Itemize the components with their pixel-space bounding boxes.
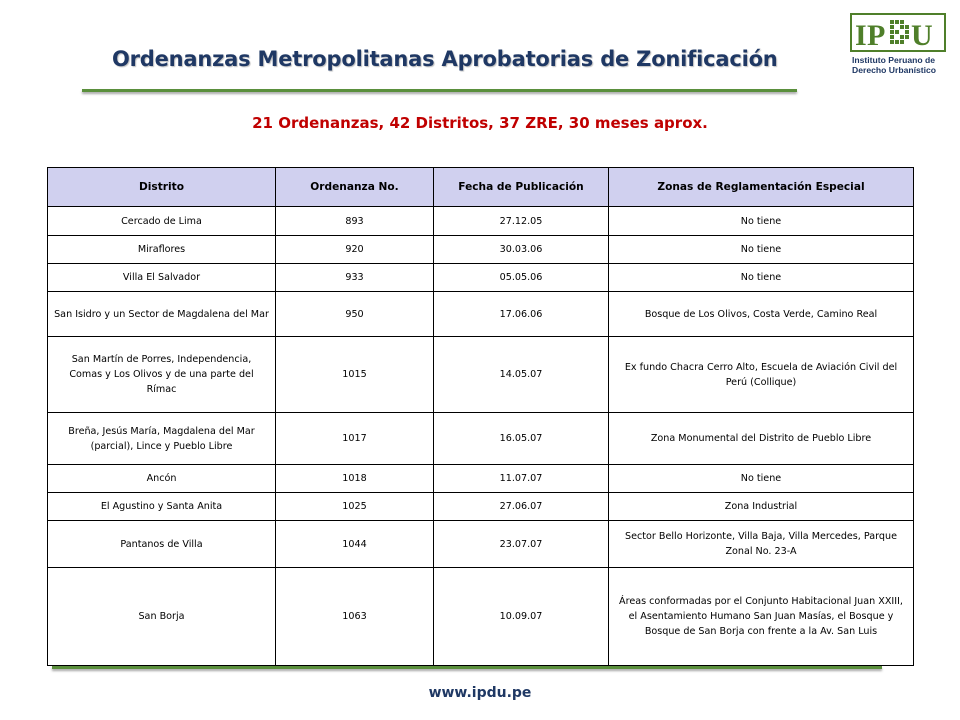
svg-text:U: U bbox=[911, 19, 933, 52]
slide-title: Ordenanzas Metropolitanas Aprobatorias de Zonificación bbox=[112, 47, 778, 71]
table-row bbox=[48, 521, 914, 568]
cell-fecha: 10.09.07 bbox=[434, 568, 609, 666]
cell-ordenanza: 920 bbox=[276, 236, 434, 264]
cell-distrito: Breña, Jesús María, Magdalena del Mar (parcial), Lince y Pueblo Libre bbox=[48, 413, 276, 465]
cell-fecha: 14.05.07 bbox=[434, 337, 609, 413]
svg-text:I: I bbox=[855, 19, 867, 52]
cell-ordenanza: 893 bbox=[276, 207, 434, 236]
summary-subtitle: 21 Ordenanzas, 42 Distritos, 37 ZRE, 30 meses aprox. bbox=[252, 114, 708, 132]
table-row bbox=[48, 413, 914, 465]
table-row bbox=[48, 292, 914, 337]
cell-fecha: 16.05.07 bbox=[434, 413, 609, 465]
cell-ordenanza: 1063 bbox=[276, 568, 434, 666]
cell-zonas: No tiene bbox=[609, 264, 914, 292]
header-zonas: Zonas de Reglamentación Especial bbox=[609, 168, 914, 207]
table-row bbox=[48, 207, 914, 236]
table-header-row bbox=[48, 168, 914, 207]
cell-ordenanza: 950 bbox=[276, 292, 434, 337]
cell-distrito: San Martín de Porres, Independencia, Comas y Los Olivos y de una parte del Rímac bbox=[48, 337, 276, 413]
table-row bbox=[48, 465, 914, 493]
ipdu-logo-mark bbox=[850, 13, 946, 53]
table-row bbox=[48, 337, 914, 413]
table-row bbox=[48, 264, 914, 292]
cell-zonas: Ex fundo Chacra Cerro Alto, Escuela de Aviación Civil del Perú (Collique) bbox=[609, 337, 914, 413]
website-link[interactable]: www.ipdu.pe bbox=[428, 685, 532, 701]
table-row bbox=[48, 236, 914, 264]
cell-fecha: 23.07.07 bbox=[434, 521, 609, 568]
cell-ordenanza: 1044 bbox=[276, 521, 434, 568]
cell-fecha: 27.06.07 bbox=[434, 493, 609, 521]
cell-zonas: Sector Bello Horizonte, Villa Baja, Villa Mercedes, Parque Zonal No. 23-A bbox=[609, 521, 914, 568]
cell-zonas: No tiene bbox=[609, 236, 914, 264]
header-distrito: Distrito bbox=[48, 168, 276, 207]
cell-fecha: 11.07.07 bbox=[434, 465, 609, 493]
cell-zonas: Zona Industrial bbox=[609, 493, 914, 521]
cell-fecha: 27.12.05 bbox=[434, 207, 609, 236]
cell-distrito: San Isidro y un Sector de Magdalena del Mar bbox=[48, 292, 276, 337]
cell-distrito: Pantanos de Villa bbox=[48, 521, 276, 568]
logo-line-2: Derecho Urbanístico bbox=[852, 65, 937, 75]
svg-text:P: P bbox=[867, 19, 886, 52]
cell-ordenanza: 933 bbox=[276, 264, 434, 292]
cell-ordenanza: 1017 bbox=[276, 413, 434, 465]
cell-ordenanza: 1025 bbox=[276, 493, 434, 521]
cell-zonas: No tiene bbox=[609, 207, 914, 236]
cell-ordenanza: 1018 bbox=[276, 465, 434, 493]
table-row bbox=[48, 493, 914, 521]
cell-zonas: Áreas conformadas por el Conjunto Habitacional Juan XXIII, el Asentamiento Humano San Juan Masías, el Bosque y Bosque de San Borja con frente a la Av. San Luis bbox=[609, 568, 914, 666]
header-ordenanza: Ordenanza No. bbox=[276, 168, 434, 207]
cell-zonas: Bosque de Los Olivos, Costa Verde, Camino Real bbox=[609, 292, 914, 337]
title-underline bbox=[82, 89, 797, 92]
header-fecha: Fecha de Publicación bbox=[434, 168, 609, 207]
cell-distrito: Villa El Salvador bbox=[48, 264, 276, 292]
logo-caption bbox=[852, 55, 936, 75]
cell-zonas: Zona Monumental del Distrito de Pueblo Libre bbox=[609, 413, 914, 465]
ordinances-table bbox=[47, 167, 914, 666]
cell-distrito: San Borja bbox=[48, 568, 276, 666]
table-row bbox=[48, 568, 914, 666]
cell-distrito: Ancón bbox=[48, 465, 276, 493]
cell-distrito: El Agustino y Santa Anita bbox=[48, 493, 276, 521]
logo-line-1: Instituto Peruano de bbox=[852, 55, 936, 65]
cell-fecha: 30.03.06 bbox=[434, 236, 609, 264]
cell-ordenanza: 1015 bbox=[276, 337, 434, 413]
cell-distrito: Cercado de Lima bbox=[48, 207, 276, 236]
ipdu-logo bbox=[850, 13, 948, 83]
cell-zonas: No tiene bbox=[609, 465, 914, 493]
cell-fecha: 05.05.06 bbox=[434, 264, 609, 292]
cell-distrito: Miraflores bbox=[48, 236, 276, 264]
cell-fecha: 17.06.06 bbox=[434, 292, 609, 337]
footer-rule bbox=[52, 666, 882, 669]
